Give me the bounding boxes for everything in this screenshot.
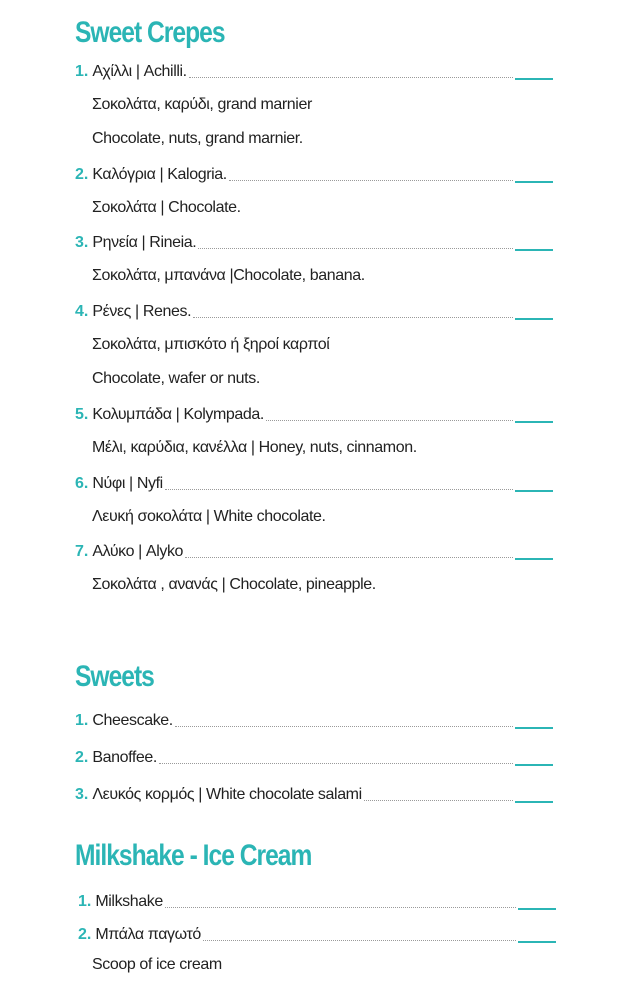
price-placeholder	[515, 801, 553, 803]
menu-item	[75, 60, 553, 82]
menu-item	[75, 403, 553, 425]
item-number: 1.	[75, 712, 89, 729]
menu-item	[75, 709, 553, 731]
dotted-leader	[364, 799, 513, 801]
price-placeholder	[515, 558, 553, 560]
price-placeholder	[515, 181, 553, 183]
item-name: Αχίλλι | Achilli.	[92, 63, 187, 80]
dotted-leader	[193, 316, 513, 318]
dotted-leader	[159, 762, 513, 764]
item-name: Ρηνεία | Rineia.	[92, 234, 197, 251]
item-name: Λευκός κορμός | White chocolate salami	[92, 786, 362, 803]
dotted-leader	[165, 488, 513, 490]
dotted-leader	[175, 725, 513, 727]
section-title-milkshake-ice-cream: Milkshake - Ice Cream	[75, 839, 312, 872]
dotted-leader	[189, 76, 513, 78]
item-description: Σοκολάτα, καρύδι, grand marnier	[92, 96, 312, 113]
section-title-sweets: Sweets	[75, 660, 154, 693]
menu-item	[75, 783, 553, 805]
item-number: 4.	[75, 303, 89, 320]
item-description: Σοκολάτα | Chocolate.	[92, 199, 241, 216]
item-description: Σοκολάτα , ανανάς | Chocolate, pineapple.	[92, 576, 376, 593]
item-number: 6.	[75, 475, 89, 492]
item-number: 5.	[75, 406, 89, 423]
menu-item	[75, 540, 553, 562]
dotted-leader	[165, 906, 516, 908]
dotted-leader	[229, 179, 513, 181]
price-placeholder	[515, 249, 553, 251]
section-title-sweet-crepes: Sweet Crepes	[75, 16, 225, 49]
item-name: Καλόγρια | Kalogria.	[92, 166, 227, 183]
price-placeholder	[518, 941, 556, 943]
menu-item	[75, 231, 553, 253]
price-placeholder	[515, 490, 553, 492]
item-name: Νύφι | Nyfi	[92, 475, 163, 492]
price-placeholder	[515, 727, 553, 729]
item-description: Σοκολάτα, μπισκότο ή ξηροί καρποί	[92, 336, 330, 353]
menu-item	[78, 923, 556, 945]
price-placeholder	[515, 764, 553, 766]
item-number: 1.	[75, 63, 89, 80]
dotted-leader	[185, 556, 513, 558]
item-number: 2.	[75, 749, 89, 766]
item-number: 1.	[78, 893, 92, 910]
item-description: Chocolate, wafer or nuts.	[92, 370, 260, 387]
dotted-leader	[266, 419, 513, 421]
dotted-leader	[198, 247, 513, 249]
item-name: Μπάλα παγωτό	[95, 926, 201, 943]
item-number: 3.	[75, 234, 89, 251]
price-placeholder	[518, 908, 556, 910]
menu-item	[75, 746, 553, 768]
item-name: Ρένες | Renes.	[92, 303, 192, 320]
item-description: Μέλι, καρύδια, κανέλλα | Honey, nuts, cinnamon.	[92, 439, 417, 456]
price-placeholder	[515, 421, 553, 423]
item-name: Milkshake	[95, 893, 163, 910]
item-number: 3.	[75, 786, 89, 803]
item-number: 2.	[78, 926, 92, 943]
item-name: Banoffee.	[92, 749, 157, 766]
menu-item	[78, 890, 556, 912]
dotted-leader	[203, 939, 516, 941]
item-name: Cheescake.	[92, 712, 173, 729]
item-name: Κολυμπάδα | Kolympada.	[92, 406, 264, 423]
item-description: Scoop of ice cream	[92, 956, 222, 973]
price-placeholder	[515, 318, 553, 320]
item-name: Αλύκο | Alyko	[92, 543, 184, 560]
item-number: 7.	[75, 543, 89, 560]
menu-item	[75, 163, 553, 185]
menu-item	[75, 472, 553, 494]
menu-item	[75, 300, 553, 322]
item-number: 2.	[75, 166, 89, 183]
item-description: Σοκολάτα, μπανάνα |Chocolate, banana.	[92, 267, 365, 284]
price-placeholder	[515, 78, 553, 80]
item-description: Λευκή σοκολάτα | White chocolate.	[92, 508, 326, 525]
item-description: Chocolate, nuts, grand marnier.	[92, 130, 303, 147]
